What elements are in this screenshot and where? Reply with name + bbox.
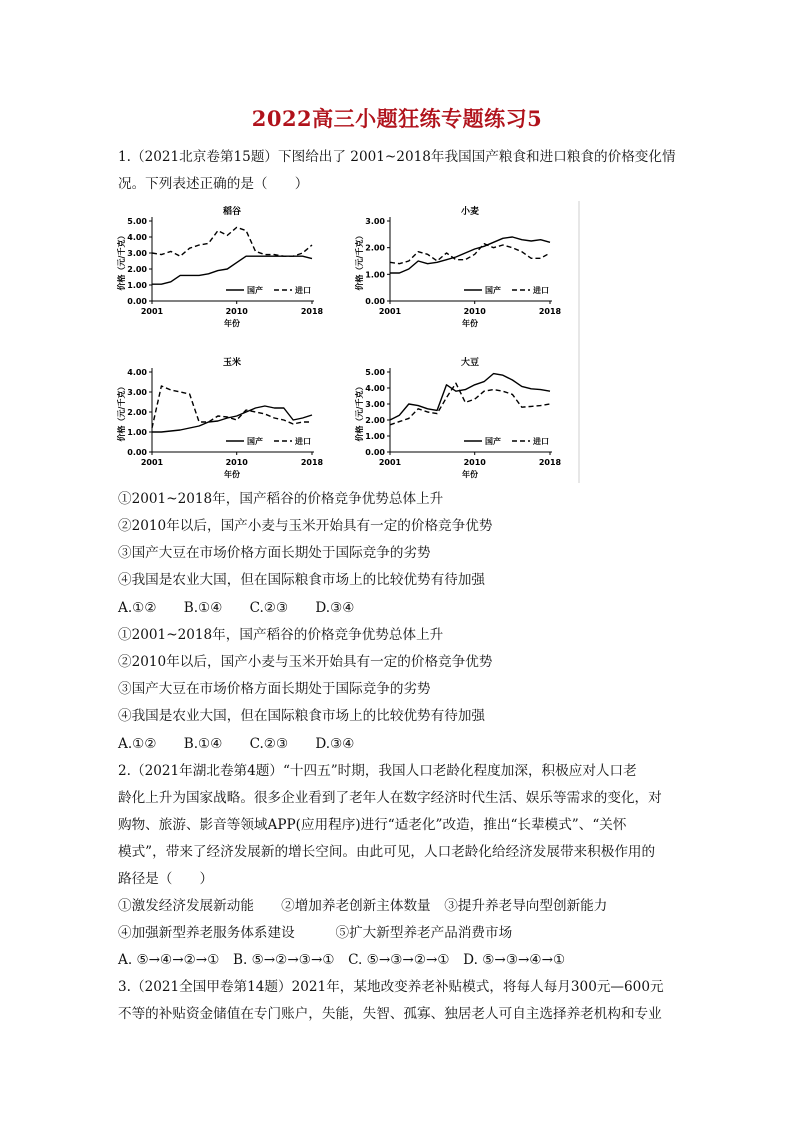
x-axis-label: 年份 <box>462 469 478 479</box>
series-line-domestic <box>152 256 312 284</box>
legend-label: 国产 <box>247 436 263 446</box>
chart-title: 玉米 <box>222 358 242 368</box>
chart-panel-4 <box>354 356 562 479</box>
question-1-item-1: ①2001~2018年，国产稻谷的价格竞争优势总体上升 <box>118 491 444 507</box>
x-tick-label: 2010 <box>463 458 486 467</box>
y-axis-label: 价格（元/千克） <box>354 382 364 442</box>
chart-panel-2 <box>354 205 562 328</box>
x-axis-label: 年份 <box>224 469 240 479</box>
series-line-import <box>390 383 550 425</box>
y-tick-label: 0.00 <box>127 297 147 306</box>
x-tick-label: 2001 <box>140 307 164 316</box>
legend-label: 国产 <box>485 285 501 295</box>
legend-label: 进口 <box>533 285 549 295</box>
chart-panel-3 <box>116 356 324 479</box>
x-tick-label: 2001 <box>140 458 164 467</box>
question-2-options: A. ⑤→④→②→① B. ⑤→②→③→① C. ⑤→③→②→① D. ⑤→③→④→① <box>118 952 566 968</box>
x-tick-label: 2018 <box>300 307 324 316</box>
x-tick-label: 2010 <box>225 458 248 467</box>
x-tick-label: 2001 <box>378 307 402 316</box>
x-tick-label: 2010 <box>463 307 486 316</box>
question-1-item-4-repeat: ④我国是农业大国，但在国际粮食市场上的比较优势有待加强 <box>118 708 486 724</box>
y-tick-label: 2.00 <box>127 408 147 417</box>
series-line-import <box>152 227 312 256</box>
question-1-item-2: ②2010年以后，国产小麦与玉米开始具有一定的价格竞争优势 <box>118 518 493 534</box>
x-tick-label: 2018 <box>300 458 324 467</box>
question-2-items-line-2: ④加强新型养老服务体系建设 ⑤扩大新型养老产品消费市场 <box>118 925 513 941</box>
y-tick-label: 3.00 <box>365 217 385 226</box>
question-2-line-3: 购物、旅游、影音等领域APP(应用程序)进行“适老化”改造，推出“长辈模式”、“关怀 <box>118 817 627 833</box>
y-tick-label: 1.00 <box>365 270 385 280</box>
question-2-line-5: 路径是（ ） <box>118 871 214 887</box>
y-tick-label: 2.00 <box>365 243 385 253</box>
legend-label: 国产 <box>485 436 501 446</box>
chart-title: 小麦 <box>460 207 480 217</box>
y-tick-label: 5.00 <box>365 368 385 377</box>
y-tick-label: 1.00 <box>127 281 147 290</box>
document-title: 2022高三小题狂练专题练习5 <box>251 106 543 131</box>
question-1-item-1-repeat: ①2001~2018年，国产稻谷的价格竞争优势总体上升 <box>118 627 444 643</box>
y-tick-label: 2.00 <box>365 416 385 425</box>
y-tick-label: 4.00 <box>127 233 147 242</box>
question-1-options: A.①② B.①④ C.②③ D.③④ <box>118 600 355 616</box>
legend-label: 进口 <box>533 436 549 446</box>
x-axis-label: 年份 <box>462 318 478 328</box>
legend-label: 进口 <box>295 285 311 295</box>
grain-price-charts <box>116 201 582 483</box>
x-tick-label: 2001 <box>378 458 402 467</box>
y-tick-label: 4.00 <box>127 368 147 377</box>
chart-panel-1 <box>116 205 324 328</box>
x-tick-label: 2018 <box>538 458 562 467</box>
x-tick-label: 2018 <box>538 307 562 316</box>
y-tick-label: 3.00 <box>365 400 385 409</box>
charts-figure <box>116 201 582 483</box>
question-3-line-1: 3.（2021全国甲卷第14题）2021年，某地改变养老补贴模式，将每人每月300元—600元 <box>118 979 664 995</box>
legend-label: 进口 <box>295 436 311 446</box>
question-1-stem-line1: 1.（2021北京卷第15题）下图给出了 2001~2018年我国国产粮食和进口粮食的价格变化情 <box>118 149 676 165</box>
x-tick-label: 2010 <box>225 307 248 316</box>
y-tick-label: 0.00 <box>365 297 385 306</box>
x-axis-label: 年份 <box>224 318 240 328</box>
question-1-item-4: ④我国是农业大国，但在国际粮食市场上的比较优势有待加强 <box>118 572 486 588</box>
question-3-line-2: 不等的补贴资金储值在专门账户，失能，失智、孤寡、独居老人可自主选择养老机构和专业 <box>118 1006 662 1022</box>
question-1-item-3: ③国产大豆在市场价格方面长期处于国际竞争的劣势 <box>118 545 431 561</box>
y-tick-label: 4.00 <box>365 384 385 393</box>
y-tick-label: 3.00 <box>127 249 147 258</box>
y-axis-label: 价格（元/千克） <box>116 382 126 442</box>
legend-label: 国产 <box>247 285 263 295</box>
question-2-line-2: 龄化上升为国家战略。很多企业看到了老年人在数字经济时代生活、娱乐等需求的变化，对 <box>118 790 662 806</box>
y-axis-label: 价格（元/千克） <box>116 231 126 291</box>
y-tick-label: 3.00 <box>127 388 147 397</box>
y-tick-label: 2.00 <box>127 265 147 274</box>
question-2-line-1: 2.（2021年湖北卷第4题）“十四五”时期，我国人口老龄化程度加深，积极应对人口老 <box>118 763 637 779</box>
y-tick-label: 0.00 <box>127 448 147 457</box>
y-tick-label: 0.00 <box>365 448 385 457</box>
series-line-import <box>390 244 550 264</box>
series-line-import <box>152 386 312 428</box>
y-tick-label: 5.00 <box>127 217 147 226</box>
question-2-items-line-1: ①激发经济发展新动能 ②增加养老创新主体数量 ③提升养老导向型创新能力 <box>118 898 608 914</box>
chart-title: 大豆 <box>460 358 480 368</box>
y-tick-label: 1.00 <box>127 428 147 437</box>
question-1-options-repeat: A.①② B.①④ C.②③ D.③④ <box>118 736 355 752</box>
y-axis-label: 价格（元/千克） <box>354 231 364 291</box>
question-1-item-3-repeat: ③国产大豆在市场价格方面长期处于国际竞争的劣势 <box>118 681 431 697</box>
y-tick-label: 1.00 <box>365 432 385 441</box>
question-2-line-4: 模式”，带来了经济发展新的增长空间。由此可见，人口老龄化给经济发展带来积极作用的 <box>118 844 656 860</box>
question-1-stem-line2: 况。下列表述正确的是（ ） <box>118 176 309 192</box>
chart-title: 稻谷 <box>222 207 242 217</box>
question-1-item-2-repeat: ②2010年以后，国产小麦与玉米开始具有一定的价格竞争优势 <box>118 654 493 670</box>
